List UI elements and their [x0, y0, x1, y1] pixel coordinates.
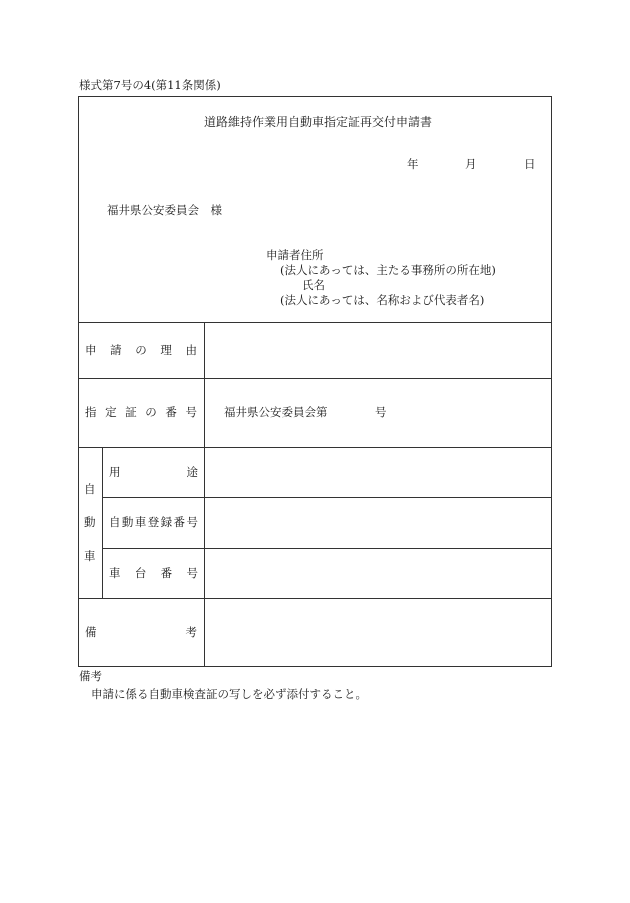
registration-number-label: 自 動 車 登 録 番 号 [109, 515, 198, 529]
footer-remarks-heading: 備考 [79, 669, 102, 683]
row-divider [78, 447, 552, 448]
footer-remarks-text: 申請に係る自動車検査証の写しを必ず添付すること。 [91, 687, 367, 701]
chassis-number-label: 車 台 番 号 [109, 566, 198, 580]
date-year: 年 [407, 157, 419, 171]
reason-field[interactable] [206, 324, 550, 376]
remarks-field[interactable] [206, 600, 550, 665]
row-divider [78, 598, 552, 599]
designation-number-field[interactable] [330, 402, 372, 422]
form-title: 道路維持作業用自動車指定証再交付申請書 [204, 115, 433, 129]
form-number: 様式第7号の4(第11条関係) [79, 78, 221, 92]
registration-number-field[interactable] [206, 499, 550, 546]
column-divider [102, 447, 103, 598]
designation-number-prefix: 福井県公安委員会第 [224, 405, 328, 419]
vehicle-group-char: 動 [84, 515, 96, 529]
date-month: 月 [465, 157, 477, 171]
remarks-label: 備 考 [85, 625, 197, 639]
row-divider [102, 548, 552, 549]
usage-field[interactable] [206, 449, 550, 495]
applicant-name-note: (法人にあっては、名称および代表者名) [280, 293, 485, 307]
usage-label: 用 途 [109, 465, 198, 479]
row-divider [102, 497, 552, 498]
applicant-address-label: 申請者住所 [266, 248, 324, 262]
applicant-address-note: (法人にあっては、主たる事務所の所在地) [280, 263, 496, 277]
addressee: 福井県公安委員会 様 [107, 203, 222, 217]
applicant-name-label: 氏名 [302, 278, 325, 292]
row-divider [78, 322, 552, 323]
date-day: 日 [524, 157, 536, 171]
vehicle-group-char: 自 [84, 482, 96, 496]
column-divider [204, 322, 205, 667]
designation-number-label: 指 定 証 の 番 号 [85, 405, 197, 419]
chassis-number-field[interactable] [206, 550, 550, 596]
designation-number-suffix: 号 [375, 405, 387, 419]
vehicle-group-char: 車 [84, 549, 96, 563]
row-divider [78, 378, 552, 379]
reason-label: 申 請 の 理 由 [85, 343, 197, 357]
